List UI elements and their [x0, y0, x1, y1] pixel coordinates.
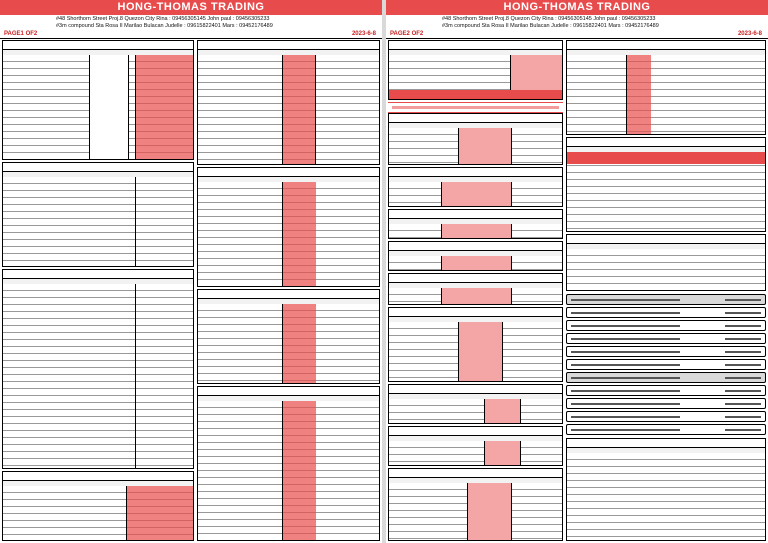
section-heading-bar	[567, 41, 765, 50]
section-heading-bar	[198, 41, 379, 50]
section-heading-bar	[198, 387, 379, 396]
colour-column	[441, 256, 512, 270]
date-label: 2023-6-8	[351, 31, 376, 37]
colour-column	[89, 55, 129, 159]
price-column	[135, 55, 193, 159]
weight-column	[467, 483, 512, 540]
weight-column	[282, 55, 316, 164]
header-divider	[0, 38, 382, 39]
ordinary-plywood-table	[566, 40, 766, 135]
section-heading-bar	[389, 308, 562, 317]
table-rows	[567, 249, 765, 290]
flat-bar-table	[197, 167, 380, 287]
table-rows	[567, 453, 765, 540]
weight-column	[282, 182, 316, 286]
accessory-item-5	[566, 346, 766, 357]
section-heading-bar	[389, 274, 562, 283]
colour-column	[441, 182, 512, 206]
section-heading-bar	[198, 290, 379, 299]
gi-purlins-table	[2, 162, 194, 267]
insulation-steel-matting-table	[566, 438, 766, 541]
accessory-item-4	[566, 333, 766, 344]
weight-column	[484, 441, 521, 465]
local-price-marker	[626, 55, 651, 134]
deformed-bar-table	[2, 471, 194, 541]
section-heading-bar	[3, 270, 193, 279]
gi-pipes-table	[197, 289, 380, 384]
remark-text-line	[392, 106, 559, 109]
accessory-item-10	[566, 411, 766, 422]
section-heading-bar	[389, 385, 562, 394]
section-heading-bar	[389, 242, 562, 251]
price-list-page-1	[0, 0, 382, 543]
section-heading-bar	[389, 168, 562, 177]
section-heading-bar	[3, 41, 193, 50]
accessory-item-3	[566, 320, 766, 331]
weight-column	[458, 322, 503, 381]
price-list-page-2	[386, 0, 768, 543]
long-span-price-strip	[389, 90, 562, 99]
section-heading-bar	[389, 469, 562, 478]
plain-round-bar-table	[388, 426, 563, 466]
section-heading-bar	[567, 439, 765, 448]
section-heading-bar	[389, 210, 562, 219]
accessory-item-7	[566, 372, 766, 383]
contact-line-2: #3m compound Sta Rosa II Marilao Bulacan Judelle : 09615822401 Mars : 09452176489	[442, 23, 659, 29]
gypsum-nail-table	[566, 234, 766, 291]
remark-notice	[388, 102, 563, 113]
table-rows	[389, 441, 562, 465]
weight-column	[282, 304, 316, 383]
plyboard-phenolic-table	[566, 137, 766, 232]
price-column	[315, 55, 379, 164]
price-column	[135, 177, 193, 266]
contact-line-1: #48 Shorthorn Street Proj.8 Quezon City Rina : 09456305145 John paul : 09456305233	[56, 16, 270, 22]
accessory-item-2	[566, 307, 766, 318]
contact-line-2: #3m compound Sta Rosa II Marilao Bulacan Judelle : 09615822401 Mars : 09452176489	[56, 23, 273, 29]
page-label: PAGE2 OF2	[390, 31, 424, 37]
colour-column	[441, 288, 512, 304]
price-column	[135, 284, 193, 468]
weight-column	[282, 401, 316, 540]
contact-line-1: #48 Shorthorn Street Proj.8 Quezon City Rina : 09456305145 John paul : 09456305233	[442, 16, 656, 22]
accessory-item-11	[566, 424, 766, 435]
corrugated-table	[388, 113, 563, 165]
square-bar-table	[388, 384, 563, 424]
section-heading-bar	[389, 427, 562, 436]
furring-stud-track-tables	[2, 269, 194, 469]
table-rows	[389, 399, 562, 423]
gi-sheet-table	[388, 307, 563, 382]
gutter-table	[388, 273, 563, 305]
colour-column	[458, 128, 512, 164]
long-span-table	[388, 40, 563, 100]
ridge-roll-table	[388, 241, 563, 271]
brand-header: HONG-THOMAS TRADING	[0, 0, 382, 15]
accessory-item-1	[566, 294, 766, 305]
flashing-table	[388, 209, 563, 239]
accessory-item-8	[566, 385, 766, 396]
weight-column	[484, 399, 521, 423]
angle-bar-table	[197, 40, 380, 165]
table-rows	[567, 55, 765, 134]
header-divider	[386, 38, 768, 39]
gi-tubular-table	[2, 40, 194, 160]
date-label: 2023-6-8	[737, 31, 762, 37]
section-heading-bar	[567, 235, 765, 244]
section-heading-bar	[389, 41, 562, 50]
gi-fence-tube-table	[197, 386, 380, 541]
page-label: PAGE1 OF2	[4, 31, 38, 37]
accessory-item-9	[566, 398, 766, 409]
section-heading-bar	[198, 168, 379, 177]
section-heading-bar	[3, 163, 193, 172]
section-heading-bar	[567, 138, 765, 147]
brand-header: HONG-THOMAS TRADING	[386, 0, 768, 15]
price-column	[126, 486, 194, 540]
colour-column	[441, 224, 512, 238]
accessory-item-6	[566, 359, 766, 370]
plain-sheet-table	[388, 167, 563, 207]
channel-bar-table	[388, 468, 563, 541]
section-heading-bar	[3, 472, 193, 481]
plyboard-highlight-rows	[567, 152, 765, 164]
section-heading-bar	[389, 114, 562, 123]
